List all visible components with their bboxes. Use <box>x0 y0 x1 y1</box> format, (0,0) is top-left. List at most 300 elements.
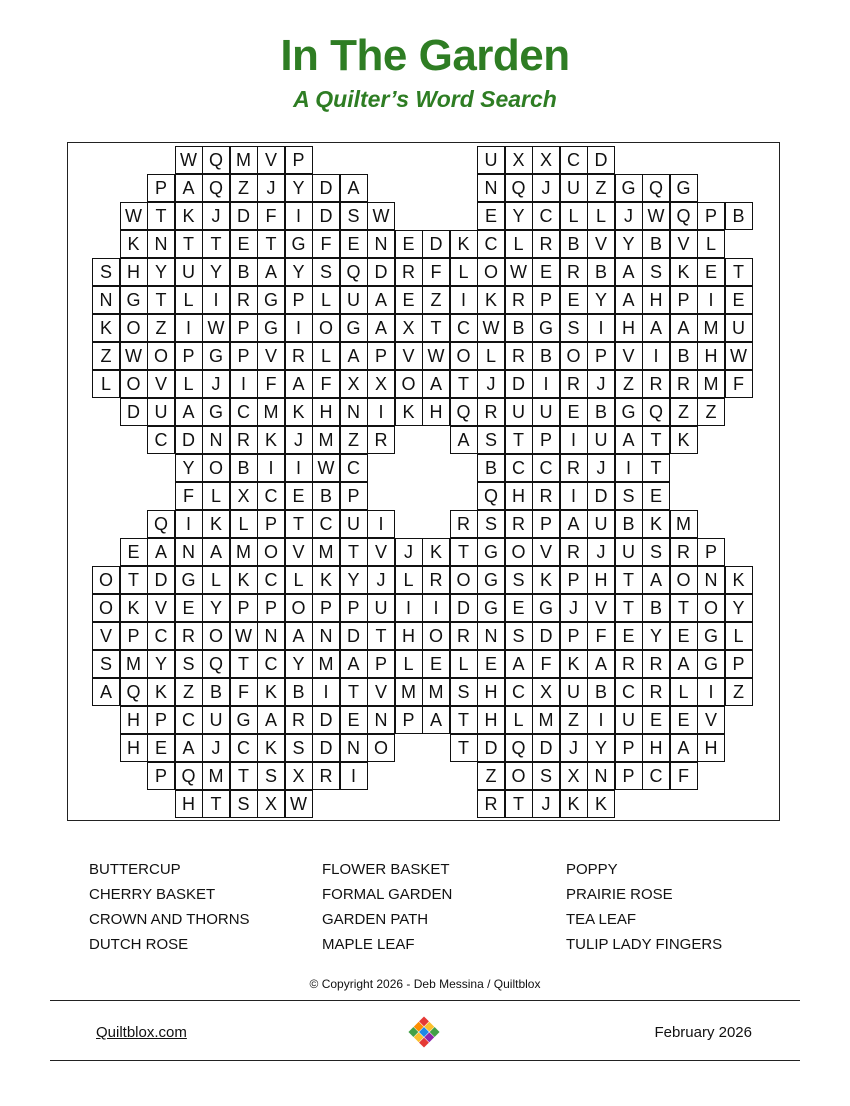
grid-cell: V <box>367 678 395 706</box>
grid-cell: I <box>642 342 670 370</box>
grid-cell: A <box>340 650 368 678</box>
quiltblox-logo-icon <box>407 1015 441 1049</box>
grid-cell: P <box>587 342 615 370</box>
grid-cell: N <box>340 398 368 426</box>
grid-cell: K <box>670 258 698 286</box>
grid-cell: U <box>147 398 175 426</box>
grid-cell: I <box>202 286 230 314</box>
word-list-item: POPPY <box>566 861 618 878</box>
grid-cell: Y <box>587 286 615 314</box>
grid-cell: G <box>257 314 285 342</box>
grid-cell: E <box>147 734 175 762</box>
grid-cell: P <box>175 342 203 370</box>
grid-cell: E <box>340 230 368 258</box>
grid-cell: C <box>340 454 368 482</box>
grid-cell: K <box>120 230 148 258</box>
grid-cell: D <box>532 734 560 762</box>
word-search-grid <box>92 146 754 818</box>
grid-cell: T <box>615 566 643 594</box>
grid-cell: T <box>642 454 670 482</box>
footer-divider-top <box>50 1000 800 1001</box>
grid-cell: P <box>340 482 368 510</box>
grid-cell: P <box>285 146 313 174</box>
grid-cell: G <box>697 650 725 678</box>
grid-cell: L <box>587 202 615 230</box>
grid-cell: R <box>450 510 478 538</box>
grid-cell: D <box>587 482 615 510</box>
word-list-item: DUTCH ROSE <box>89 936 189 953</box>
grid-cell: P <box>230 342 258 370</box>
grid-cell: J <box>587 370 615 398</box>
grid-cell: H <box>697 342 725 370</box>
word-list-item: FLOWER BASKET <box>322 861 450 878</box>
grid-cell: Q <box>202 146 230 174</box>
grid-cell: K <box>587 790 615 818</box>
grid-cell: I <box>285 202 313 230</box>
grid-cell: S <box>615 482 643 510</box>
grid-cell: O <box>697 594 725 622</box>
grid-cell: D <box>312 174 340 202</box>
grid-cell: M <box>230 146 258 174</box>
word-list-item: FORMAL GARDEN <box>322 886 453 903</box>
grid-cell: B <box>230 454 258 482</box>
grid-cell: A <box>175 398 203 426</box>
grid-cell: Z <box>477 762 505 790</box>
grid-cell: C <box>230 734 258 762</box>
grid-cell: A <box>670 734 698 762</box>
grid-cell: O <box>257 538 285 566</box>
grid-cell: P <box>532 286 560 314</box>
grid-cell: U <box>587 426 615 454</box>
grid-cell: P <box>147 762 175 790</box>
grid-cell: B <box>560 230 588 258</box>
grid-cell: C <box>230 398 258 426</box>
footer-divider-bottom <box>50 1060 800 1061</box>
word-list-item: TEA LEAF <box>566 911 637 928</box>
grid-cell: P <box>532 426 560 454</box>
grid-cell: Q <box>175 762 203 790</box>
grid-cell: I <box>615 454 643 482</box>
grid-cell: U <box>615 538 643 566</box>
grid-cell: X <box>532 678 560 706</box>
grid-cell: T <box>450 370 478 398</box>
grid-cell: S <box>312 258 340 286</box>
grid-cell: N <box>257 622 285 650</box>
word-list <box>0 857 850 967</box>
grid-cell: J <box>367 566 395 594</box>
grid-cell: R <box>560 538 588 566</box>
grid-cell: T <box>340 678 368 706</box>
grid-cell: F <box>422 258 450 286</box>
grid-cell: R <box>642 650 670 678</box>
grid-cell: H <box>477 678 505 706</box>
grid-cell: J <box>202 734 230 762</box>
grid-cell: J <box>587 538 615 566</box>
grid-cell: T <box>230 650 258 678</box>
grid-cell: Q <box>505 734 533 762</box>
grid-cell: I <box>697 286 725 314</box>
word-list-item: PRAIRIE ROSE <box>566 886 673 903</box>
grid-cell: J <box>560 594 588 622</box>
grid-cell: L <box>92 370 120 398</box>
grid-cell: R <box>532 230 560 258</box>
grid-cell: S <box>642 258 670 286</box>
grid-cell: F <box>230 678 258 706</box>
grid-cell: Q <box>120 678 148 706</box>
grid-cell: B <box>230 258 258 286</box>
grid-cell: M <box>257 398 285 426</box>
grid-cell: Y <box>642 622 670 650</box>
grid-cell: S <box>532 762 560 790</box>
grid-cell: U <box>340 286 368 314</box>
grid-cell: G <box>532 594 560 622</box>
grid-cell: P <box>312 594 340 622</box>
grid-cell: I <box>587 314 615 342</box>
grid-cell: H <box>120 734 148 762</box>
grid-cell: L <box>505 706 533 734</box>
grid-cell: W <box>642 202 670 230</box>
grid-cell: D <box>532 622 560 650</box>
grid-cell: P <box>615 734 643 762</box>
grid-cell: A <box>505 650 533 678</box>
grid-cell: A <box>615 286 643 314</box>
grid-cell: A <box>642 314 670 342</box>
grid-cell: M <box>230 538 258 566</box>
grid-cell: P <box>257 510 285 538</box>
grid-cell: P <box>147 174 175 202</box>
grid-cell: M <box>395 678 423 706</box>
grid-cell: K <box>450 230 478 258</box>
grid-cell: X <box>532 146 560 174</box>
grid-cell: J <box>532 790 560 818</box>
grid-cell: B <box>587 678 615 706</box>
grid-cell: Z <box>230 174 258 202</box>
grid-cell: M <box>202 762 230 790</box>
grid-cell: K <box>120 594 148 622</box>
grid-cell: K <box>257 734 285 762</box>
grid-cell: A <box>92 678 120 706</box>
grid-cell: K <box>202 510 230 538</box>
grid-cell: L <box>395 566 423 594</box>
grid-cell: H <box>120 258 148 286</box>
grid-cell: S <box>560 314 588 342</box>
grid-cell: N <box>147 230 175 258</box>
grid-cell: H <box>642 286 670 314</box>
grid-cell: E <box>395 230 423 258</box>
grid-cell: R <box>477 398 505 426</box>
grid-cell: W <box>202 314 230 342</box>
grid-cell: Y <box>505 202 533 230</box>
grid-cell: R <box>395 258 423 286</box>
grid-cell: S <box>175 650 203 678</box>
grid-cell: Z <box>560 706 588 734</box>
grid-cell: I <box>587 706 615 734</box>
grid-cell: W <box>175 146 203 174</box>
grid-cell: J <box>202 202 230 230</box>
site-link[interactable]: Quiltblox.com <box>96 1024 187 1041</box>
grid-cell: P <box>697 538 725 566</box>
grid-cell: J <box>477 370 505 398</box>
grid-cell: F <box>725 370 753 398</box>
grid-cell: G <box>697 622 725 650</box>
grid-cell: K <box>725 566 753 594</box>
grid-cell: T <box>147 202 175 230</box>
grid-cell: X <box>395 314 423 342</box>
grid-cell: F <box>312 370 340 398</box>
grid-cell: M <box>697 314 725 342</box>
grid-cell: A <box>147 538 175 566</box>
grid-cell: V <box>367 538 395 566</box>
grid-cell: C <box>505 454 533 482</box>
grid-cell: U <box>505 398 533 426</box>
grid-cell: S <box>477 510 505 538</box>
grid-cell: B <box>615 510 643 538</box>
grid-cell: R <box>532 482 560 510</box>
grid-cell: G <box>285 230 313 258</box>
grid-cell: Y <box>147 650 175 678</box>
grid-cell: I <box>367 398 395 426</box>
grid-cell: A <box>285 370 313 398</box>
grid-cell: R <box>560 370 588 398</box>
grid-cell: O <box>92 566 120 594</box>
word-list-item: CHERRY BASKET <box>89 886 216 903</box>
grid-cell: Y <box>615 230 643 258</box>
grid-cell: K <box>477 286 505 314</box>
grid-cell: M <box>670 510 698 538</box>
grid-cell: B <box>587 258 615 286</box>
grid-cell: T <box>725 258 753 286</box>
grid-cell: S <box>450 678 478 706</box>
grid-cell: O <box>450 566 478 594</box>
grid-cell: Y <box>202 594 230 622</box>
grid-cell: Q <box>202 650 230 678</box>
grid-cell: Z <box>147 314 175 342</box>
grid-cell: O <box>147 342 175 370</box>
grid-cell: A <box>340 342 368 370</box>
grid-cell: N <box>697 566 725 594</box>
grid-cell: K <box>395 398 423 426</box>
grid-cell: R <box>175 622 203 650</box>
grid-cell: J <box>285 426 313 454</box>
grid-cell: Y <box>202 258 230 286</box>
grid-cell: R <box>477 790 505 818</box>
grid-cell: K <box>642 510 670 538</box>
grid-cell: H <box>120 706 148 734</box>
grid-cell: F <box>257 202 285 230</box>
grid-cell: O <box>505 762 533 790</box>
grid-cell: D <box>477 734 505 762</box>
grid-cell: U <box>725 314 753 342</box>
grid-cell: U <box>367 594 395 622</box>
grid-cell: X <box>560 762 588 790</box>
grid-cell: E <box>285 482 313 510</box>
grid-cell: E <box>560 286 588 314</box>
grid-cell: I <box>340 762 368 790</box>
grid-cell: W <box>725 342 753 370</box>
grid-cell: R <box>670 538 698 566</box>
word-list-item: BUTTERCUP <box>89 861 181 878</box>
grid-cell: R <box>285 706 313 734</box>
grid-cell: L <box>450 258 478 286</box>
grid-cell: R <box>367 426 395 454</box>
grid-cell: Z <box>725 678 753 706</box>
grid-cell: C <box>147 622 175 650</box>
grid-cell: U <box>560 174 588 202</box>
grid-cell: T <box>450 538 478 566</box>
grid-cell: I <box>285 454 313 482</box>
grid-cell: R <box>560 454 588 482</box>
grid-cell: B <box>202 678 230 706</box>
grid-cell: A <box>367 286 395 314</box>
grid-cell: L <box>312 286 340 314</box>
grid-cell: E <box>230 230 258 258</box>
grid-cell: J <box>202 370 230 398</box>
grid-cell: P <box>230 314 258 342</box>
grid-cell: R <box>450 622 478 650</box>
grid-cell: Y <box>285 174 313 202</box>
grid-cell: C <box>477 230 505 258</box>
grid-cell: U <box>587 510 615 538</box>
grid-cell: Q <box>477 482 505 510</box>
grid-cell: E <box>505 594 533 622</box>
grid-cell: F <box>670 762 698 790</box>
grid-cell: A <box>257 258 285 286</box>
grid-cell: R <box>422 566 450 594</box>
grid-cell: Q <box>505 174 533 202</box>
grid-cell: O <box>560 342 588 370</box>
grid-cell: W <box>505 258 533 286</box>
grid-cell: O <box>285 594 313 622</box>
grid-cell: E <box>340 706 368 734</box>
grid-cell: M <box>312 650 340 678</box>
grid-cell: N <box>92 286 120 314</box>
grid-cell: F <box>257 370 285 398</box>
grid-cell: T <box>642 426 670 454</box>
grid-cell: T <box>175 230 203 258</box>
grid-cell: I <box>395 594 423 622</box>
grid-cell: B <box>505 314 533 342</box>
grid-cell: D <box>312 706 340 734</box>
grid-cell: N <box>477 174 505 202</box>
grid-cell: G <box>477 594 505 622</box>
grid-cell: E <box>670 622 698 650</box>
grid-cell: C <box>147 426 175 454</box>
grid-cell: I <box>367 510 395 538</box>
grid-cell: W <box>120 342 148 370</box>
grid-cell: P <box>230 594 258 622</box>
grid-cell: T <box>285 510 313 538</box>
grid-cell: T <box>422 314 450 342</box>
grid-cell: Z <box>697 398 725 426</box>
grid-cell: H <box>477 706 505 734</box>
grid-cell: C <box>175 706 203 734</box>
page-title: In The Garden <box>280 31 570 80</box>
grid-cell: R <box>230 426 258 454</box>
grid-cell: O <box>477 258 505 286</box>
grid-cell: X <box>367 370 395 398</box>
grid-cell: Z <box>670 398 698 426</box>
grid-cell: O <box>92 594 120 622</box>
grid-cell: R <box>230 286 258 314</box>
grid-cell: E <box>175 594 203 622</box>
grid-cell: L <box>175 370 203 398</box>
grid-cell: O <box>670 566 698 594</box>
grid-cell: O <box>312 314 340 342</box>
grid-cell: W <box>120 202 148 230</box>
grid-cell: M <box>532 706 560 734</box>
grid-cell: C <box>642 762 670 790</box>
grid-cell: U <box>477 146 505 174</box>
grid-cell: R <box>505 342 533 370</box>
grid-cell: L <box>230 510 258 538</box>
grid-cell: T <box>202 230 230 258</box>
grid-cell: G <box>230 706 258 734</box>
grid-cell: T <box>147 286 175 314</box>
grid-cell: P <box>367 342 395 370</box>
grid-cell: O <box>422 622 450 650</box>
grid-cell: T <box>505 790 533 818</box>
grid-cell: M <box>697 370 725 398</box>
grid-cell: T <box>505 426 533 454</box>
grid-cell: U <box>175 258 203 286</box>
grid-cell: W <box>312 454 340 482</box>
grid-cell: P <box>697 202 725 230</box>
grid-cell: Q <box>147 510 175 538</box>
grid-cell: R <box>285 342 313 370</box>
grid-cell: Z <box>615 370 643 398</box>
grid-cell: P <box>120 622 148 650</box>
grid-cell: A <box>615 258 643 286</box>
grid-cell: L <box>670 678 698 706</box>
grid-cell: H <box>312 398 340 426</box>
grid-cell: W <box>230 622 258 650</box>
grid-cell: P <box>615 762 643 790</box>
grid-cell: Z <box>175 678 203 706</box>
grid-cell: G <box>120 286 148 314</box>
grid-cell: C <box>312 510 340 538</box>
grid-cell: S <box>257 762 285 790</box>
word-list-column <box>322 857 452 957</box>
grid-cell: P <box>532 510 560 538</box>
grid-cell: Z <box>340 426 368 454</box>
word-list-item: CROWN AND THORNS <box>89 911 250 928</box>
grid-cell: B <box>312 482 340 510</box>
grid-cell: P <box>395 706 423 734</box>
grid-cell: G <box>615 398 643 426</box>
word-list-column <box>566 857 722 957</box>
grid-cell: G <box>477 538 505 566</box>
grid-cell: R <box>505 286 533 314</box>
grid-cell: M <box>312 426 340 454</box>
grid-cell: H <box>697 734 725 762</box>
grid-cell: T <box>340 538 368 566</box>
grid-cell: B <box>285 678 313 706</box>
grid-cell: T <box>230 762 258 790</box>
grid-cell: P <box>367 650 395 678</box>
grid-cell: D <box>120 398 148 426</box>
grid-cell: V <box>697 706 725 734</box>
grid-cell: T <box>615 594 643 622</box>
grid-cell: C <box>257 482 285 510</box>
grid-cell: V <box>587 594 615 622</box>
word-list-item: GARDEN PATH <box>322 911 429 928</box>
grid-cell: K <box>560 790 588 818</box>
grid-cell: S <box>285 734 313 762</box>
grid-cell: T <box>367 622 395 650</box>
grid-cell: S <box>340 202 368 230</box>
grid-cell: V <box>670 230 698 258</box>
grid-cell: B <box>725 202 753 230</box>
